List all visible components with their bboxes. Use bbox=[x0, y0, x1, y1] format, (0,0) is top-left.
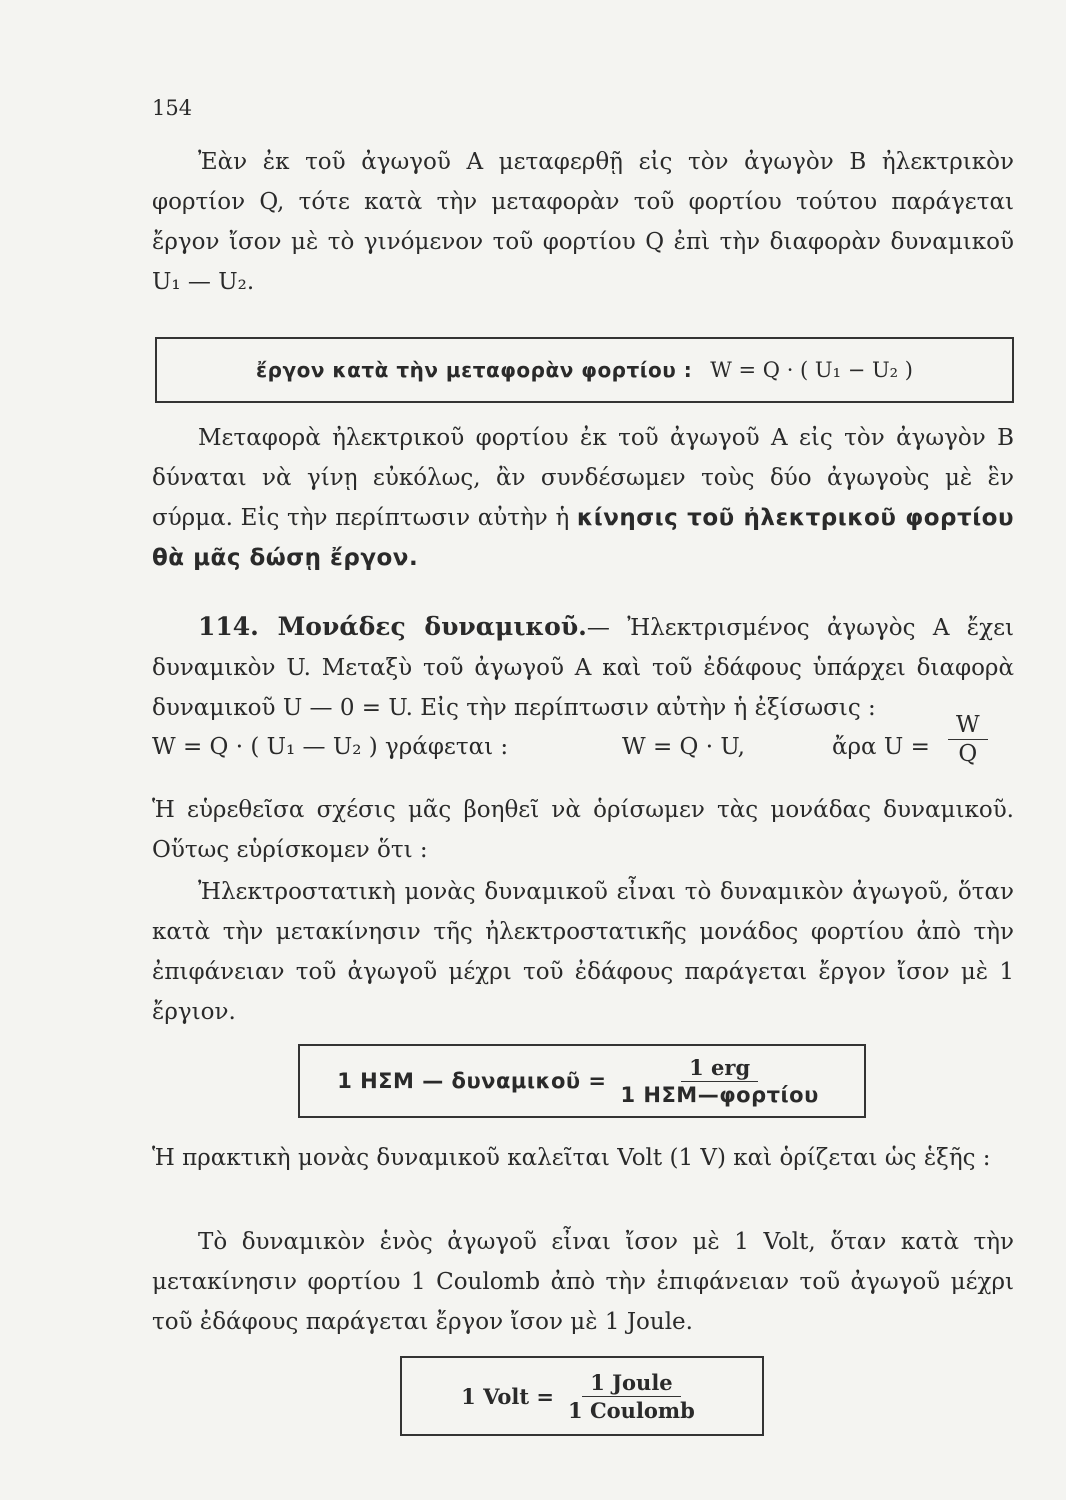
formula-esu-num: 1 erg bbox=[681, 1055, 758, 1082]
formula-volt-left: 1 Volt = bbox=[461, 1383, 555, 1409]
equation-fraction-num: W bbox=[948, 712, 988, 740]
equation-part3: ἄρα U = bbox=[832, 734, 930, 760]
paragraph-esu-definition: Ἠλεκτροστατικὴ μονὰς δυναμικοῦ εἶναι τὸ δυναμικὸν ἀγωγοῦ, ὅταν κατὰ τὴν μετακίνησιν τῆς ἠλεκτροστατικῆς μονάδος φορτίου ἀπὸ τὴν ἐπιφάνειαν τοῦ ἀγωγοῦ μέχρι τοῦ ἐδάφους παράγεται ἔργον ἴσον μὲ 1 ἔργιον. bbox=[152, 879, 1014, 1025]
paragraph-transfer-text: Μεταφορὰ ἠλεκτρικοῦ φορτίου ἐκ τοῦ ἀγωγοῦ Α εἰς τὸν ἀγωγὸν Β δύναται νὰ γίνῃ εὐκόλως, ἂν συνδέσωμεν τοὺς δύο ἀγωγοὺς μὲ ἓν σύρμα. Εἰς τὴν περίπτωσιν αὐτὴν ἡ bbox=[152, 425, 1014, 531]
paragraph-volt-definition: Τὸ δυναμικὸν ἑνὸς ἀγωγοῦ εἶναι ἴσον μὲ 1 Volt, ὅταν κατὰ τὴν μετακίνησιν φορτίου 1 Coulomb ἀπὸ τὴν ἐπιφάνειαν τοῦ ἀγωγοῦ μέχρι τοῦ ἐδάφους παράγεται ἔργον ἴσον μὲ 1 Joule. bbox=[152, 1229, 1014, 1335]
formula-esu-left: 1 ΗΣΜ — δυναμικοῦ = bbox=[337, 1069, 607, 1093]
formula-volt-num: 1 Joule bbox=[582, 1370, 680, 1397]
paragraph-transfer bbox=[152, 418, 1014, 578]
section-text: — Ἠλεκτρισμένος ἀγωγὸς Α ἔχει δυναμικὸν U. Μεταξὺ τοῦ ἀγωγοῦ Α καὶ τοῦ ἐδάφους ὑπάρχει διαφορὰ δυναμικοῦ U — 0 = U. Εἰς τὴν περίπτωσιν αὐτὴν ἡ ἐξίσωσις : bbox=[152, 615, 1015, 721]
section-114 bbox=[152, 607, 1014, 728]
formula-box-label: ἔργον κατὰ τὴν μεταφορὰν φορτίου : bbox=[256, 358, 693, 382]
formula-volt-den: 1 Coulomb bbox=[568, 1397, 695, 1423]
formula-box-volt bbox=[400, 1356, 764, 1436]
paragraph-relation: Ἡ εὑρεθεῖσα σχέσις μᾶς βοηθεῖ νὰ ὁρίσωμεν τὰς μονάδας δυναμικοῦ. Οὕτως εὑρίσκομεν ὅτι : bbox=[152, 797, 1014, 863]
equation-fraction bbox=[948, 712, 988, 767]
equation-fraction-den: Q bbox=[958, 741, 978, 767]
paragraph-intro: Ἐὰν ἐκ τοῦ ἀγωγοῦ Α μεταφερθῇ εἰς τὸν ἀγωγὸν Β ἠλεκτρικὸν φορτίον Q, τότε κατὰ τὴν μεταφορὰν τοῦ φορτίου τούτου παράγεται ἔργον ἴσον μὲ τὸ γινόμενον τοῦ φορτίου Q ἐπὶ τὴν διαφορὰν δυναμικοῦ U₁ — U₂. bbox=[152, 149, 1014, 295]
paragraph-transfer-bold: κίνησις τοῦ ἠλεκτρικοῦ φορτίου θὰ μᾶς δώσῃ ἔργον. bbox=[152, 505, 1014, 571]
paragraph-volt-intro: Ἡ πρακτικὴ μονὰς δυναμικοῦ καλεῖται Volt (1 V) καὶ ὁρίζεται ὡς ἑξῆς : bbox=[152, 1145, 991, 1171]
equation-part1: W = Q · ( U₁ — U₂ ) γράφεται : bbox=[152, 734, 509, 760]
formula-esu-fraction bbox=[612, 1055, 826, 1107]
page-number: 154 bbox=[152, 96, 193, 120]
formula-volt-fraction bbox=[560, 1370, 703, 1423]
equation-part2: W = Q · U, bbox=[622, 734, 745, 760]
equation-line bbox=[152, 712, 1014, 770]
formula-box-equation: W = Q · ( U₁ − U₂ ) bbox=[710, 358, 913, 382]
formula-box-esu bbox=[298, 1044, 866, 1118]
formula-box-work bbox=[155, 337, 1014, 403]
section-heading: 114. Μονάδες δυναμικοῦ. bbox=[198, 612, 587, 641]
formula-esu-den: 1 ΗΣΜ—φορτίου bbox=[620, 1083, 819, 1107]
